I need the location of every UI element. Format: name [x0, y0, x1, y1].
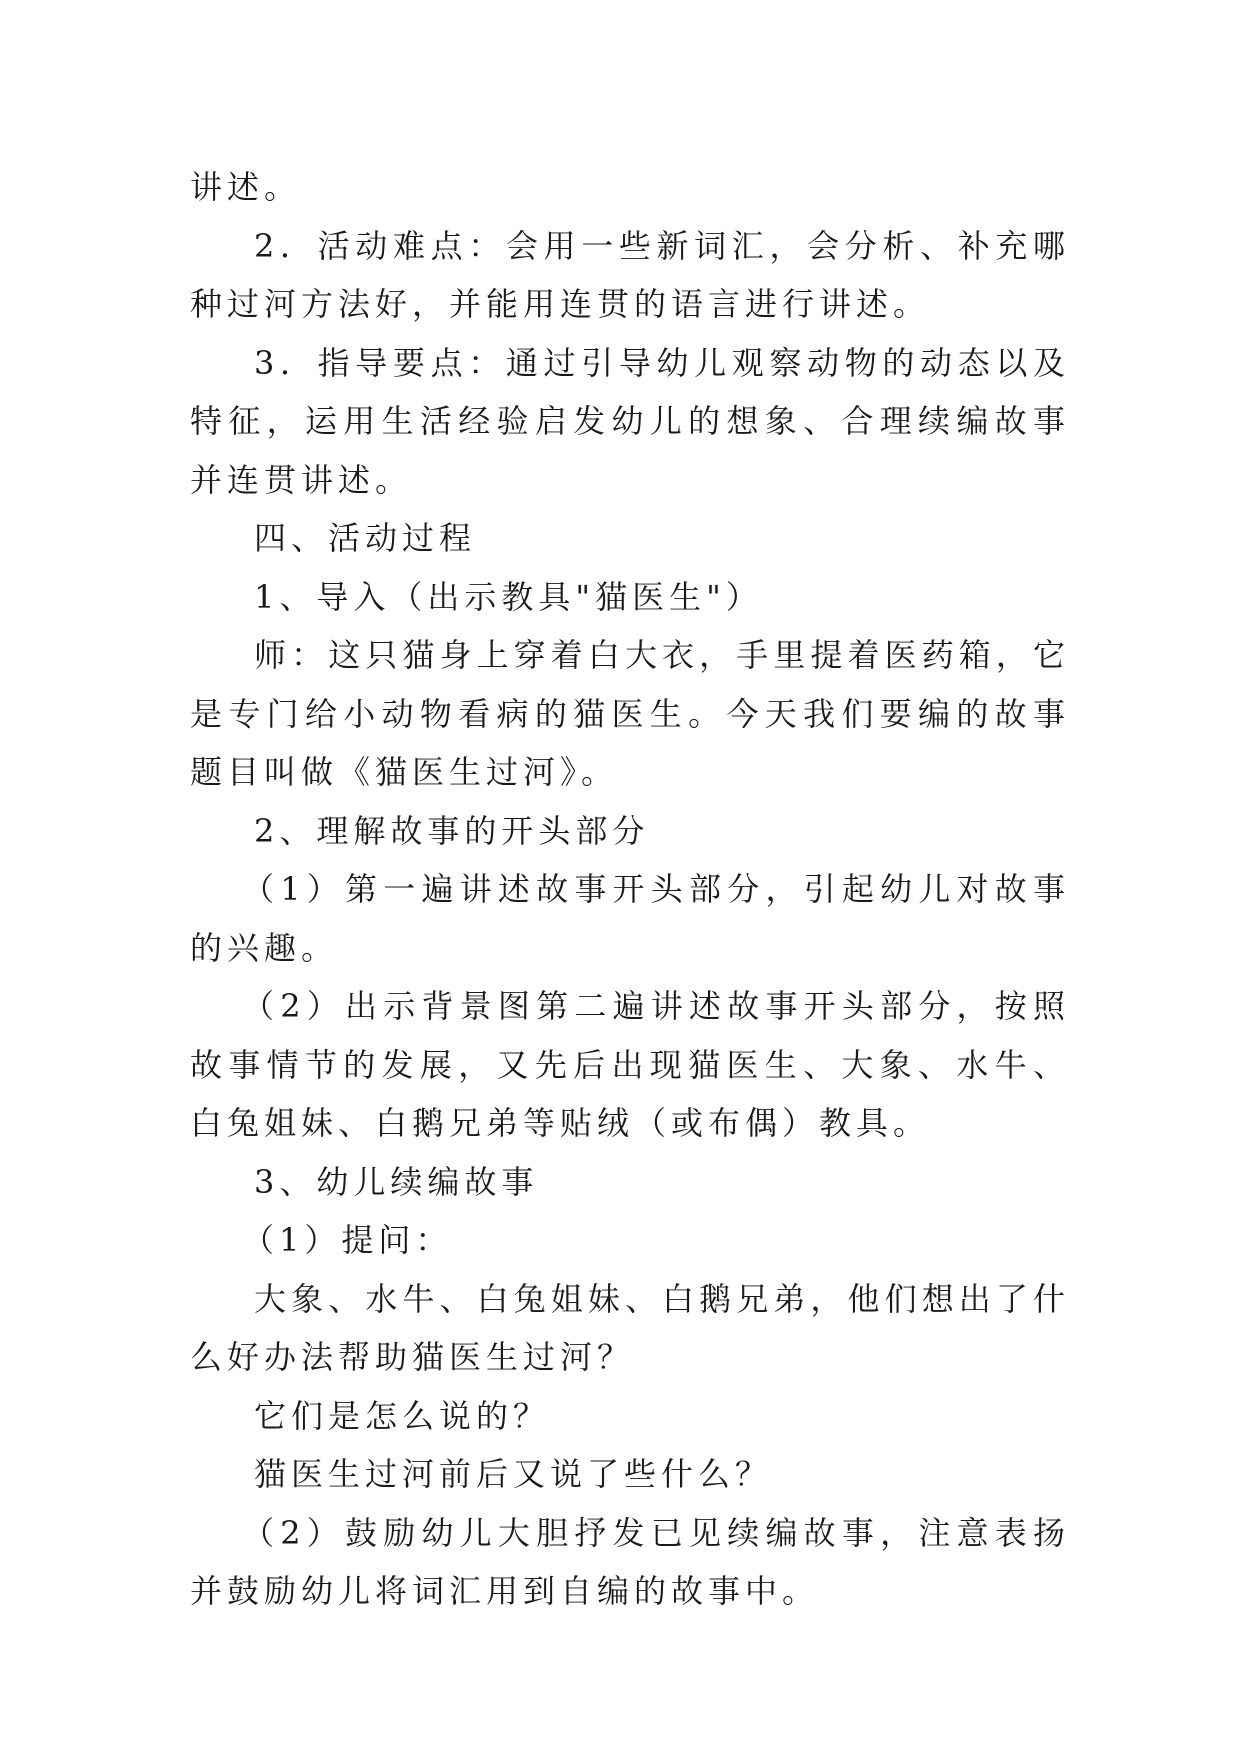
- list-item-encourage: （2）鼓励幼儿大胆抒发已见续编故事，注意表扬并鼓励幼儿将词汇用到自编的故事中。: [190, 1513, 1070, 1610]
- paragraph-continuation: 讲述。: [190, 168, 302, 206]
- question-ideas: 大象、水牛、白兔姐妹、白鹅兄弟，他们想出了什么好办法帮助猫医生过河？: [190, 1279, 1070, 1376]
- question-before-after: 猫医生过河前后又说了些什么？: [254, 1455, 773, 1493]
- list-item-questions: （1）提问：: [242, 1221, 453, 1259]
- section-heading-process: 四、活动过程: [254, 519, 477, 557]
- list-item-first-telling: （1）第一遍讲述故事开头部分，引起幼儿对故事的兴趣。: [190, 870, 1070, 967]
- question-said: 它们是怎么说的？: [254, 1396, 551, 1435]
- paragraph-guidance: 3．指导要点：通过引导幼儿观察动物的动态以及特征，运用生活经验启发幼儿的想象、合理续编故事并连贯讲述。: [190, 343, 1070, 499]
- paragraph-difficulty: 2．活动难点：会用一些新词汇，会分析、补充哪种过河方法好，并能用连贯的语言进行讲述。: [190, 226, 1070, 323]
- document-body: [190, 158, 1070, 1621]
- step-heading-understand: 2、理解故事的开头部分: [254, 811, 650, 850]
- step-heading-continue: 3、幼儿续编故事: [254, 1162, 539, 1201]
- step-heading-intro: 1、导入（出示教具"猫医生"）: [254, 577, 763, 616]
- list-item-second-telling: （2）出示背景图第二遍讲述故事开头部分，按照故事情节的发展，又先后出现猫医生、大象、水牛、白兔姐妹、白鹅兄弟等贴绒（或布偶）教具。: [190, 987, 1070, 1142]
- paragraph-teacher: 师：这只猫身上穿着白大衣，手里提着医药箱，它是专门给小动物看病的猫医生。今天我们要编的故事题目叫做《猫医生过河》。: [190, 636, 1070, 791]
